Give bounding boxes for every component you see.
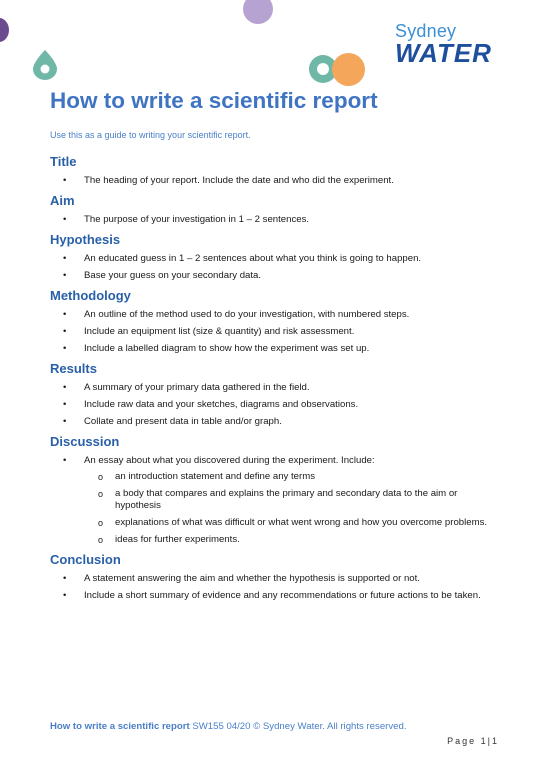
- bullet-list: [50, 455, 500, 546]
- list-item: [50, 382, 500, 394]
- circle-bullet-icon: o: [98, 489, 104, 499]
- section-aim: [50, 192, 500, 226]
- list-item: [50, 175, 500, 187]
- water-drop-icon: [32, 50, 58, 80]
- list-item: [50, 455, 500, 546]
- list-item: [50, 270, 500, 282]
- list-item: [50, 399, 500, 411]
- sub-list-item: [84, 488, 500, 512]
- list-item-text: A statement answering the aim and whether the hypothesis is supported or not.: [84, 573, 420, 584]
- list-item-text: Include a short summary of evidence and any recommendations or future actions to be taken.: [84, 590, 481, 601]
- section-heading: Methodology: [50, 288, 131, 303]
- list-item-text: Include raw data and your sketches, diagrams and observations.: [84, 399, 359, 410]
- decorative-orange-circle: [332, 53, 365, 86]
- report-sections: [50, 153, 500, 607]
- bullet-icon: •: [63, 175, 67, 186]
- section-heading: Discussion: [50, 434, 120, 449]
- list-item: [50, 214, 500, 226]
- footer-copyright: SW155 04/20 © Sydney Water. All rights reserved.: [189, 721, 407, 732]
- bullet-icon: •: [63, 253, 67, 264]
- sub-list-item-text: ideas for further experiments.: [115, 534, 240, 545]
- section-results: [50, 360, 500, 428]
- sub-list-item: [84, 471, 500, 483]
- bullet-icon: •: [63, 214, 67, 225]
- bullet-icon: •: [63, 455, 67, 466]
- decorative-dark-purple-circle: [0, 18, 9, 42]
- section-heading: Title: [50, 154, 77, 169]
- intro-text: Use this as a guide to writing your scientific report.: [50, 130, 251, 140]
- decorative-purple-circle: [243, 0, 273, 24]
- section-title: [50, 153, 500, 187]
- list-item: [50, 326, 500, 338]
- section-heading: Results: [50, 361, 97, 376]
- circle-bullet-icon: o: [98, 518, 104, 528]
- list-item: [50, 253, 500, 265]
- section-heading: Aim: [50, 193, 75, 208]
- list-item: [50, 573, 500, 585]
- bullet-icon: •: [63, 399, 67, 410]
- sub-list-item-text: a body that compares and explains the primary and secondary data to the aim or hypothesis: [115, 488, 458, 511]
- logo-sydney-text: Sydney: [395, 21, 457, 41]
- section-methodology: [50, 287, 500, 355]
- bullet-list: [50, 573, 500, 602]
- list-item-text: The heading of your report. Include the date and who did the experiment.: [84, 175, 394, 186]
- sub-list-item-text: an introduction statement and define any terms: [115, 471, 315, 482]
- list-item-text: Base your guess on your secondary data.: [84, 270, 262, 281]
- list-item-text: An educated guess in 1 – 2 sentences about what you think is going to happen.: [84, 253, 422, 264]
- section-hypothesis: [50, 231, 500, 282]
- bullet-list: [50, 175, 500, 187]
- section-conclusion: [50, 551, 500, 602]
- bullet-icon: •: [63, 573, 67, 584]
- logo-water-text: WATER: [395, 38, 492, 68]
- section-heading: Conclusion: [50, 552, 121, 567]
- list-item: [50, 590, 500, 602]
- list-item: [50, 343, 500, 355]
- bullet-list: [50, 253, 500, 282]
- bullet-icon: •: [63, 590, 67, 601]
- list-item: [50, 416, 500, 428]
- list-item-text: The purpose of your investigation in 1 – 2 sentences.: [84, 214, 310, 225]
- list-item-text: Include an equipment list (size & quantity) and risk assessment.: [84, 326, 355, 337]
- section-heading: Hypothesis: [50, 232, 121, 247]
- list-item-text: Include a labelled diagram to show how the experiment was set up.: [84, 343, 370, 354]
- sub-list: [84, 471, 500, 546]
- section-discussion: [50, 433, 500, 546]
- bullet-icon: •: [63, 326, 67, 337]
- list-item-text: Collate and present data in table and/or graph.: [84, 416, 282, 427]
- page-title: How to write a scientific report: [50, 88, 378, 113]
- bullet-list: [50, 214, 500, 226]
- bullet-list: [50, 382, 500, 428]
- list-item-text: A summary of your primary data gathered in the field.: [84, 382, 310, 393]
- list-item-text: An outline of the method used to do your investigation, with numbered steps.: [84, 309, 410, 320]
- list-item-text: An essay about what you discovered during the experiment. Include:: [84, 455, 375, 466]
- bullet-icon: •: [63, 416, 67, 427]
- bullet-list: [50, 309, 500, 355]
- circle-bullet-icon: o: [98, 535, 104, 545]
- page-number: Page 1|1: [447, 736, 499, 746]
- circle-bullet-icon: o: [98, 472, 104, 482]
- sub-list-item-text: explanations of what was difficult or what went wrong and how you overcome problems.: [115, 517, 488, 528]
- sub-list-item: [84, 534, 500, 546]
- bullet-icon: •: [63, 382, 67, 393]
- footer-title: How to write a scientific report: [50, 721, 190, 732]
- bullet-icon: •: [63, 309, 67, 320]
- bullet-icon: •: [63, 270, 67, 281]
- list-item: [50, 309, 500, 321]
- footer: [50, 721, 406, 732]
- sydney-water-logo: [395, 21, 505, 66]
- sub-list-item: [84, 517, 500, 529]
- bullet-icon: •: [63, 343, 67, 354]
